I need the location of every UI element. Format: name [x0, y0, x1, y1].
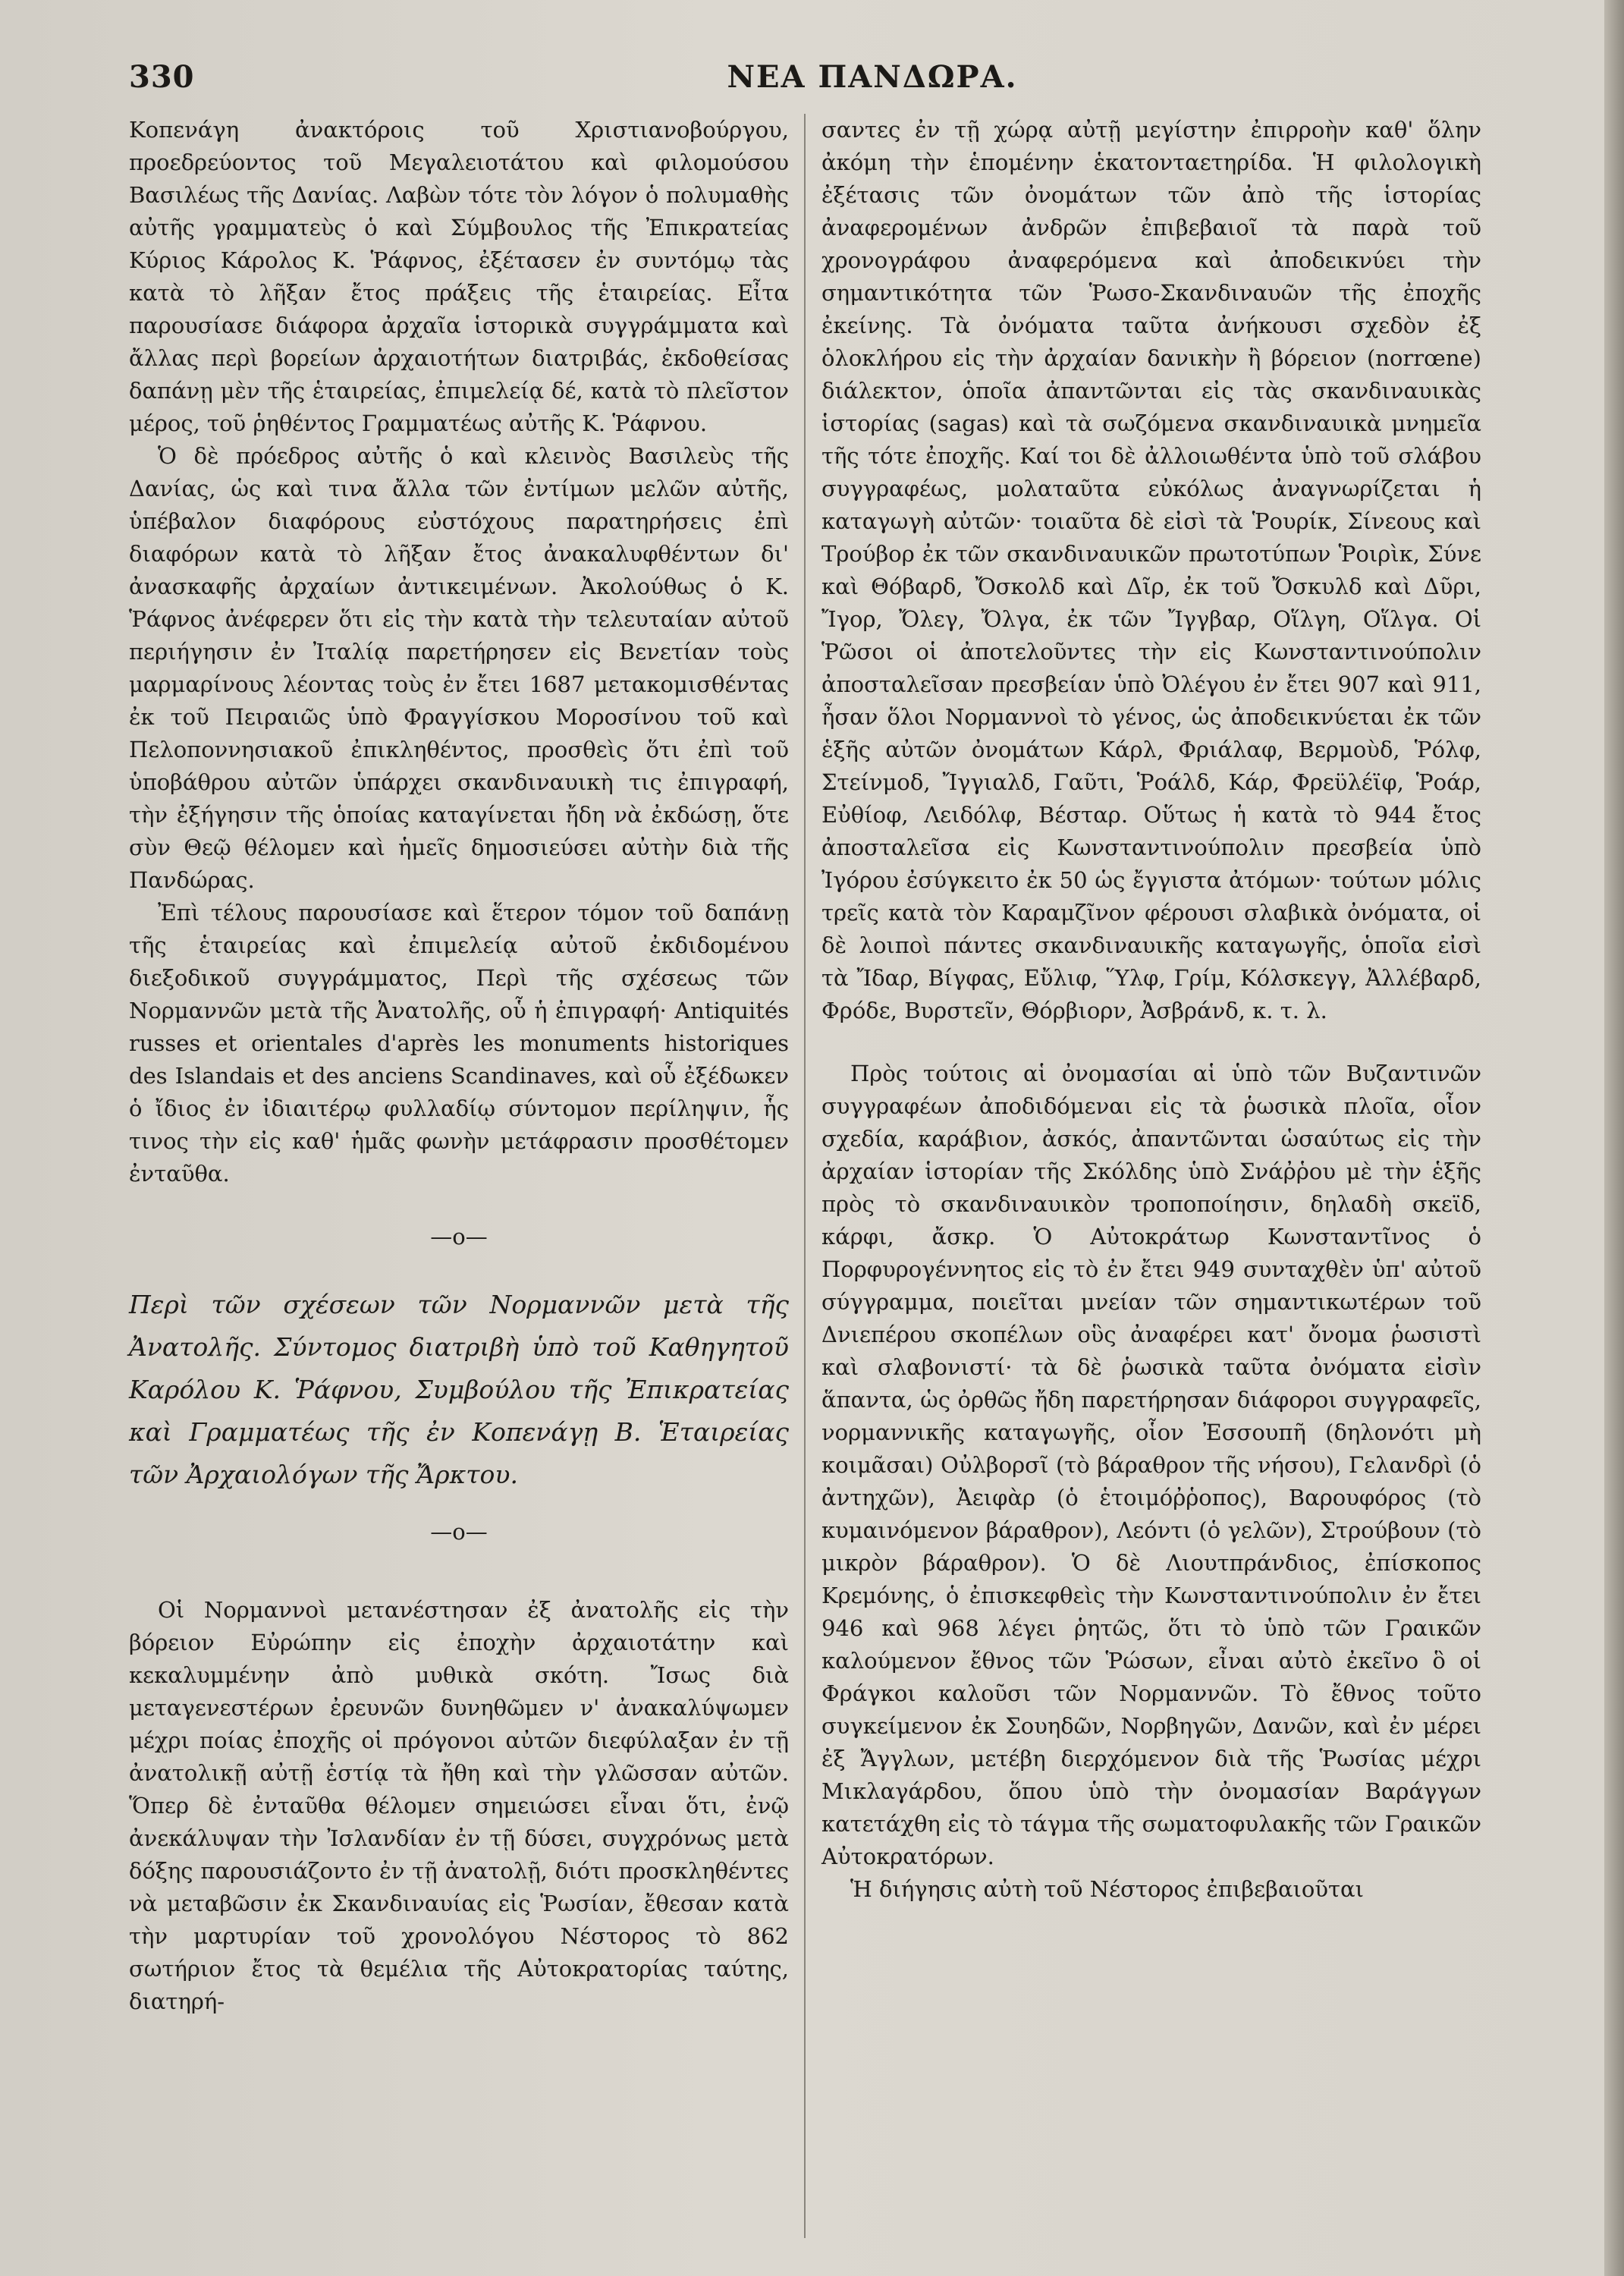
- section-separator: —o—: [430, 1224, 488, 1250]
- left-paragraph-3: Ἐπὶ τέλους παρουσίασε καὶ ἕτερον τόμον τοῦ δαπάνῃ τῆς ἑταιρείας καὶ ἐπιμελείᾳ αὐτοῦ ἐκδιδομένου διεξοδικοῦ συγγράμματος, Περὶ τῆς σχέσεως τῶν Νορμαννῶν μετὰ τῆς Ἀνατολῆς, οὗ ἡ ἐπιγραφή· Antiquités russes et orientales d'après les monuments historiques des Islandais et des anciens Scandinaves, καὶ οὗ ἐξέδωκεν ὁ ἴδιος ἐν ἰδιαιτέρῳ φυλλαδίῳ σύντομον περίληψιν, ἧς τινος τὴν εἰς καθ' ἡμᾶς φωνὴν μετάφρασιν προσθέτομεν ἐνταῦθα.: [129, 900, 789, 1187]
- left-paragraph-2: Ὁ δὲ πρόεδρος αὐτῆς ὁ καὶ κλεινὸς Βασιλεὺς τῆς Δανίας, ὡς καὶ τινα ἄλλα τῶν ἐντίμων μελῶν αὐτῆς, ὑπέβαλον διαφόρους εὐστόχους παρατηρήσεις ἐπὶ διαφόρων κατὰ τὸ λῆξαν ἔτος ἀνακαλυφθέντων δι' ἀνασκαφῆς ἀρχαίων ἀντικειμένων. Ἀκολούθως ὁ Κ. Ῥάφνος ἀνέφερεν ὅτι εἰς τὴν κατὰ τὴν τελευταίαν αὐτοῦ περιήγησιν ἐν Ἰταλίᾳ παρετήρησεν εἰς Βενετίαν τοὺς μαρμαρίνους λέοντας τοὺς ἐν ἔτει 1687 μετακομισθέντας ἐκ τοῦ Πειραιῶς ὑπὸ Φραγγίσκου Μοροσίνου τοῦ καὶ Πελοποννησιακοῦ ἐπικληθέντος, προσθεὶς ὅτι ἐπὶ τοῦ ὑποβάθρου αὐτῶν ὑπάρχει σκανδιναυικὴ τις ἐπιγραφή, τὴν ἐξήγησιν τῆς ὁποίας καταγίνεται ἤδη νὰ ἐκδώσῃ, ὅτε σὺν Θεῷ θέλομεν καὶ ἡμεῖς δημοσιεύσει αὐτὴν διὰ τῆς Πανδώρας.: [129, 443, 789, 893]
- paragraph-gap: [821, 1027, 1481, 1058]
- page-header: [129, 59, 1570, 105]
- right-paragraph-2: Πρὸς τούτοις αἱ ὀνομασίαι αἱ ὑπὸ τῶν Βυζαντινῶν συγγραφέων ἀποδιδόμεναι εἰς τὰ ῥωσικὰ πλοῖα, οἷον σχεδία, καράβιον, ἀσκός, ἀπαντῶνται ὡσαύτως εἰς τὴν ἀρχαίαν ἱστορίαν τῆς Σκόλδης ὑπὸ Σνάῤῥου μὲ τὴν ἑξῆς πρὸς τὸ σκανδιναυικὸν τροποποίησιν, δηλαδὴ σκεϊδ, κάρφι, ἄσκρ. Ὁ Αὐτοκράτωρ Κωνσταντῖνος ὁ Πορφυρογέννητος εἰς τὸ ἐν ἔτει 949 συνταχθὲν ὑπ' αὐτοῦ σύγγραμμα, ποιεῖται μνείαν τῶν σημαντικωτέρων τοῦ Δνιεπέρου σκοπέλων οὓς ἀναφέρει κατ' ὄνομα ῥωσιστὶ καὶ σλαβονιστί· τὰ δὲ ῥωσικὰ ταῦτα ὀνόματα εἰσὶν ἅπαντα, ὡς ὀρθῶς ἤδη παρετήρησαν διάφοροι συγγραφεῖς, νορμαννικῆς καταγωγῆς, οἷον Ἐσσουπῆ (δηλονότι μὴ κοιμᾶσαι) Οὐλβορσῖ (τὸ βάραθρον τῆς νήσου), Γελανδρὶ (ὁ ἀντηχῶν), Ἀειφὰρ (ὁ ἑτοιμόῤῥοπος), Βαρουφόρος (τὸ κυμαινόμενον βάραθρον), Λεόντι (ὁ γελῶν), Στρούβουν (τὸ μικρὸν βάραθρον). Ὁ δὲ Λιουτπράνδιος, ἐπίσκοπος Κρεμόνης, ὁ ἐπισκεφθεὶς τὴν Κωνσταντινούπολιν ἐν ἔτει 946 καὶ 968 λέγει ῥητῶς, ὅτι τὸ ὑπὸ τῶν Γραικῶν καλούμενον ἔθνος τῶν Ῥώσων, εἶναι αὐτὸ ἐκεῖνο ὃ οἱ Φράγκοι καλοῦσι τῶν Νορμαννῶν. Τὸ ἔθνος τοῦτο συγκείμενον ἐκ Σουηδῶν, Νορβηγῶν, Δανῶν, καὶ ἐν μέρει ἐξ Ἄγγλων, μετέβη διερχόμενον διὰ τῆς Ῥωσίας μέχρι Μικλαγάρδου, ὅπου ὑπὸ τὴν ὀνομασίαν Βαράγγων κατετάχθη εἰς τὸ τάγμα τῆς σωματοφυλακῆς τῶν Γραικῶν Αὐτοκρατόρων.: [821, 1061, 1481, 1869]
- left-column: [129, 114, 789, 2018]
- page-number: 330: [129, 59, 195, 95]
- article-title: Περὶ τῶν σχέσεων τῶν Νορμαννῶν μετὰ τῆς Ἀνατολῆς. Σύντομος διατριβὴ ὑπὸ τοῦ Καθηγητοῦ Καρόλου Κ. Ῥάφνου, Συμβούλου τῆς Ἐπικρατείας καὶ Γραμματέως τῆς ἐν Κοπενάγῃ Β. Ἑταιρείας τῶν Ἀρχαιολόγων τῆς Ἄρκτου.: [129, 1290, 789, 1489]
- left-paragraph-1: Κοπενάγη ἀνακτόροις τοῦ Χριστιανοβούργου, προεδρεύοντος τοῦ Μεγαλειοτάτου καὶ φιλομούσου Βασιλέως τῆς Δανίας. Λαβὼν τότε τὸν λόγον ὁ πολυμαθὴς αὐτῆς γραμματεὺς ὁ καὶ Σύμβουλος τῆς Ἐπικρατείας Κύριος Κάρολος Κ. Ῥάφνος, ἐξέτασεν ἐν συντόμῳ τὰς κατὰ τὸ λῆξαν ἔτος πράξεις τῆς ἑταιρείας. Εἶτα παρουσίασε διάφορα ἀρχαῖα ἱστορικὰ συγγράμματα καὶ ἄλλας περὶ βορείων ἀρχαιοτήτων διατριβάς, ἐκδοθείσας δαπάνῃ μὲν τῆς ἑταιρείας, ἐπιμελείᾳ δέ, κατὰ τὸ πλεῖστον μέρος, τοῦ ῥηθέντος Γραμματέως αὐτῆς Κ. Ῥάφνου.: [129, 117, 789, 436]
- column-divider: [804, 114, 806, 2238]
- left-paragraph-4: Οἱ Νορμαννοὶ μετανέστησαν ἐξ ἀνατολῆς εἰς τὴν βόρειον Εὐρώπην εἰς ἐποχὴν ἀρχαιοτάτην καὶ κεκαλυμμένην ἀπὸ μυθικὰ σκότη. Ἴσως διὰ μεταγενεστέρων ἐρευνῶν δυνηθῶμεν ν' ἀνακαλύψωμεν μέχρι ποίας ἐποχῆς οἱ πρόγονοι αὐτῶν διεφύλαξαν ἐν τῇ ἀνατολικῇ αὐτῇ ἑστίᾳ τὰ ἤθη καὶ τὴν γλῶσσαν αὐτῶν. Ὅπερ δὲ ἐνταῦθα θέλομεν σημειώσει εἶναι ὅτι, ἐνῷ ἀνεκάλυψαν τὴν Ἰσλανδίαν ἐν τῇ δύσει, συγχρόνως μετὰ δόξης παρουσιάζοντο ἐν τῇ ἀνατολῇ, διότι προσκληθέντες νὰ μεταβῶσιν ἐκ Σκανδιναυίας εἰς Ῥωσίαν, ἔθεσαν κατὰ τὴν μαρτυρίαν τοῦ χρονολόγου Νέστορος τὸ 862 σωτήριον ἔτος τὰ θεμέλια τῆς Αὐτοκρατορίας ταύτης, διατηρή-: [129, 1597, 789, 2014]
- running-title: ΝΕΑ ΠΑΝΔΩΡΑ.: [727, 59, 1018, 95]
- right-column: [821, 114, 1481, 1906]
- right-paragraph-3: Ἡ διήγησις αὐτὴ τοῦ Νέστορος ἐπιβεβαιοῦται: [850, 1876, 1364, 1902]
- title-separator: —o—: [430, 1519, 488, 1545]
- right-paragraph-1: σαντες ἐν τῇ χώρᾳ αὐτῇ μεγίστην ἐπιρροὴν καθ' ὅλην ἀκόμη τὴν ἑπομένην ἑκατονταετηρίδα. Ἡ φιλολογικὴ ἐξέτασις τῶν ὀνομάτων τῶν ἀπὸ τῆς ἱστορίας ἀναφερομένων ἀνδρῶν ἐπιβεβαιοῖ τὰ παρὰ τοῦ χρονογράφου ἀναφερόμενα καὶ ἀποδεικνύει τὴν σημαντικότητα τῶν Ῥωσο-Σκανδιναυῶν τῆς ἐποχῆς ἐκείνης. Τὰ ὀνόματα ταῦτα ἀνήκουσι σχεδὸν ἐξ ὁλοκλήρου εἰς τὴν ἀρχαίαν δανικὴν ἢ βόρειον (norrœne) διάλεκτον, ὁποῖα ἀπαντῶνται εἰς τὰς σκανδιναυικὰς ἱστορίας (sagas) καὶ τὰ σωζόμενα σκανδιναυικὰ μνημεῖα τῆς τότε ἐποχῆς. Καί τοι δὲ ἀλλοιωθέντα ὑπὸ τοῦ σλάβου συγγραφέως, μολαταῦτα εὐκόλως ἀναγνωρίζεται ἡ καταγωγὴ αὐτῶν· τοιαῦτα δὲ εἰσὶ τὰ Ῥουρίκ, Σίνεους καὶ Τρούβορ ἐκ τῶν σκανδιναυικῶν πρωτοτύπων Ῥοιρὶκ, Σύνε καὶ Θόβαρδ, Ὄσκολδ καὶ Δῖρ, ἐκ τοῦ Ὄσκυλδ καὶ Δῦρι, Ἴγορ, Ὄλεγ, Ὄλγα, ἐκ τῶν Ἴγγβαρ, Οἵλγη, Οἵλγα. Οἱ Ῥῶσοι οἱ ἀποτελοῦντες τὴν εἰς Κωνσταντινούπολιν ἀποσταλεῖσαν πρεσβείαν ὑπὸ Ὀλέγου ἐν ἔτει 907 καὶ 911, ἦσαν ὅλοι Νορμαννοὶ τὸ γένος, ὡς ἀποδεικνύεται ἐκ τῶν ἑξῆς αὐτῶν ὀνομάτων Κάρλ, Φριάλαφ, Βερμοὺδ, Ῥόλφ, Στείνμοδ, Ἴγγιαλδ, Γαῦτι, Ῥοάλδ, Κάρ, Φρεϋλέϊφ, Ῥοάρ, Εὐθίοφ, Λειδόλφ, Βέσταρ. Οὕτως ἡ κατὰ τὸ 944 ἔτος ἀποσταλεῖσα εἰς Κωνσταντινούπολιν πρεσβεία ὑπὸ Ἰγόρου ἐσύγκειτο ἐκ 50 ὡς ἔγγιστα ἀτόμων· τούτων μόλις τρεῖς κατὰ τὸν Καραμζῖνον φέρουσι σλαβικὰ ὀνόματα, οἱ δὲ λοιποὶ πάντες σκανδιναυικῆς καταγωγῆς, ὁποῖα εἰσὶ τὰ Ἴδαρ, Βίγφας, Εὔλιφ, Ὕλφ, Γρίμ, Κόλσκεγγ, Ἀλλέβαρδ, Φρόδε, Βυρστεῖν, Θόρβιορν, Ἀσβράνδ, κ. τ. λ.: [821, 117, 1481, 1023]
- page-edge: [1604, 0, 1624, 2276]
